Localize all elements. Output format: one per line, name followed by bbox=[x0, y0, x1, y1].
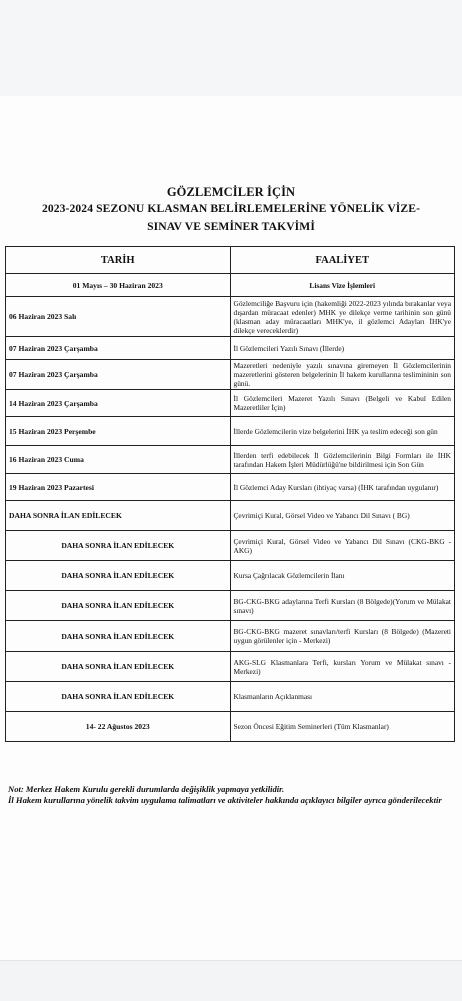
footnotes bbox=[8, 784, 458, 805]
table-row bbox=[6, 561, 455, 591]
row-activity: BG-CKG-BKG mazeret sınavları/terfi Kursları (8 Bölgede) (Mazereti uygun görülenler için - Merkezi) bbox=[230, 621, 455, 652]
row-date: DAHA SONRA İLAN EDİLECEK bbox=[6, 682, 231, 712]
table-row bbox=[6, 474, 455, 501]
table-row bbox=[6, 274, 455, 297]
row-date: 07 Haziran 2023 Çarşamba bbox=[6, 337, 231, 360]
row-date: DAHA SONRA İLAN EDİLECEK bbox=[6, 652, 231, 682]
table-row bbox=[6, 621, 455, 652]
table-row bbox=[6, 531, 455, 561]
row-date: DAHA SONRA İLAN EDİLECEK bbox=[6, 501, 231, 531]
table-header-row bbox=[6, 247, 455, 274]
row-activity: Sezon Öncesi Eğitim Seminerleri (Tüm Klasmanlar) bbox=[230, 712, 455, 742]
header-activity: FAALİYET bbox=[230, 247, 455, 274]
row-activity: Lisans Vize İşlemleri bbox=[230, 274, 455, 297]
row-activity: Çevrimiçi Kural, Görsel Video ve Yabancı Dil Sınavı ( BG) bbox=[230, 501, 455, 531]
row-date: DAHA SONRA İLAN EDİLECEK bbox=[6, 621, 231, 652]
row-date: 16 Haziran 2023 Cuma bbox=[6, 446, 231, 474]
table-row bbox=[6, 501, 455, 531]
table-row bbox=[6, 417, 455, 446]
table-row bbox=[6, 360, 455, 390]
document-subtitle-line-1: 2023-2024 SEZONU KLASMAN BELİRLEMELERİNE YÖNELİK VİZE- bbox=[41, 202, 421, 215]
bottom-margin bbox=[0, 960, 462, 1001]
row-activity: Kursa Çağrılacak Gözlemcilerin İlanı bbox=[230, 561, 455, 591]
row-date: 19 Haziran 2023 Pazartesi bbox=[6, 474, 231, 501]
row-activity: Çevrimiçi Kural, Görsel Video ve Yabancı Dil Sınavı (CKG-BKG - AKG) bbox=[230, 531, 455, 561]
row-date: 01 Mayıs – 30 Haziran 2023 bbox=[6, 274, 231, 297]
row-activity: AKG-SLG Klasmanlara Terfi, kursları Yorum ve Mülakat sınavı - Merkezi) bbox=[230, 652, 455, 682]
header-date: TARİH bbox=[6, 247, 231, 274]
table-row bbox=[6, 591, 455, 621]
row-date: 07 Haziran 2023 Çarşamba bbox=[6, 360, 231, 390]
row-activity: Mazeretleri nedeniyle yazılı sınavına giremeyen İl Gözlemcilerinin mazeretlerini gösteren belgelerinin İl hakem kurullarına teslimininin son günü. bbox=[230, 360, 455, 390]
note-line-1: Not: Merkez Hakem Kurulu gerekli durumlarda değişiklik yapmaya yetkilidir. bbox=[8, 784, 285, 794]
schedule-table bbox=[5, 246, 455, 742]
row-date: 14- 22 Ağustos 2023 bbox=[6, 712, 231, 742]
row-activity: İl Gözlemcileri Yazılı Sınavı (İllerde) bbox=[230, 337, 455, 360]
row-activity: İllerden terfi edebilecek İl Gözlemcilerinin Bilgi Formları ile İHK tarafından Hakem İşleri Müdürlüğü'ne bildirilmesi için Son Gün bbox=[230, 446, 455, 474]
table-row bbox=[6, 652, 455, 682]
note-line-2: İl Hakem kurullarına yönelik takvim uygulama talimatları ve aktiviteler hakkında açıklayıcı bilgiler ayrıca gönderilecektir bbox=[8, 794, 442, 805]
document-title: GÖZLEMCİLER İÇİN bbox=[166, 185, 296, 199]
row-activity: İl Gözlemci Aday Kursları (ihtiyaç varsa) (İHK tarafından uygulanır) bbox=[230, 474, 455, 501]
table-row bbox=[6, 682, 455, 712]
row-activity: Gözlemciliğe Başvuru için (hakemliği 2022-2023 yılında bırakanlar veya dışardan müracaat edenler) MHK ye dilekçe verme tarihinin son günü (klasman aday müracaatları MHK'ye, il gözlemci Adayları İHK'ye dilekçe vereceklerdir) bbox=[230, 297, 455, 337]
table-row bbox=[6, 297, 455, 337]
row-date: DAHA SONRA İLAN EDİLECEK bbox=[6, 591, 231, 621]
row-date: 14 Haziran 2023 Çarşamba bbox=[6, 390, 231, 417]
row-activity: İllerde Gözlemcilerin vize belgelerini İHK ya teslim edeceği son gün bbox=[230, 417, 455, 446]
table-row bbox=[6, 337, 455, 360]
top-margin bbox=[0, 0, 462, 97]
row-date: 15 Haziran 2023 Perşembe bbox=[6, 417, 231, 446]
row-activity: BG-CKG-BKG adaylarına Terfi Kursları (8 Bölgede)(Yorum ve Mülakat sınavı) bbox=[230, 591, 455, 621]
row-date: DAHA SONRA İLAN EDİLECEK bbox=[6, 561, 231, 591]
table-row bbox=[6, 712, 455, 742]
row-date: 06 Haziran 2023 Salı bbox=[6, 297, 231, 337]
row-activity: İl Gözlemcileri Mazeret Yazılı Sınavı (Belgeli ve Kabul Edilen Mazeretliler İçin) bbox=[230, 390, 455, 417]
table-row bbox=[6, 446, 455, 474]
row-activity: Klasmanların Açıklanması bbox=[230, 682, 455, 712]
table-row bbox=[6, 390, 455, 417]
document-subtitle-line-2: SINAV VE SEMİNER TAKVİMİ bbox=[147, 220, 315, 233]
row-date: DAHA SONRA İLAN EDİLECEK bbox=[6, 531, 231, 561]
